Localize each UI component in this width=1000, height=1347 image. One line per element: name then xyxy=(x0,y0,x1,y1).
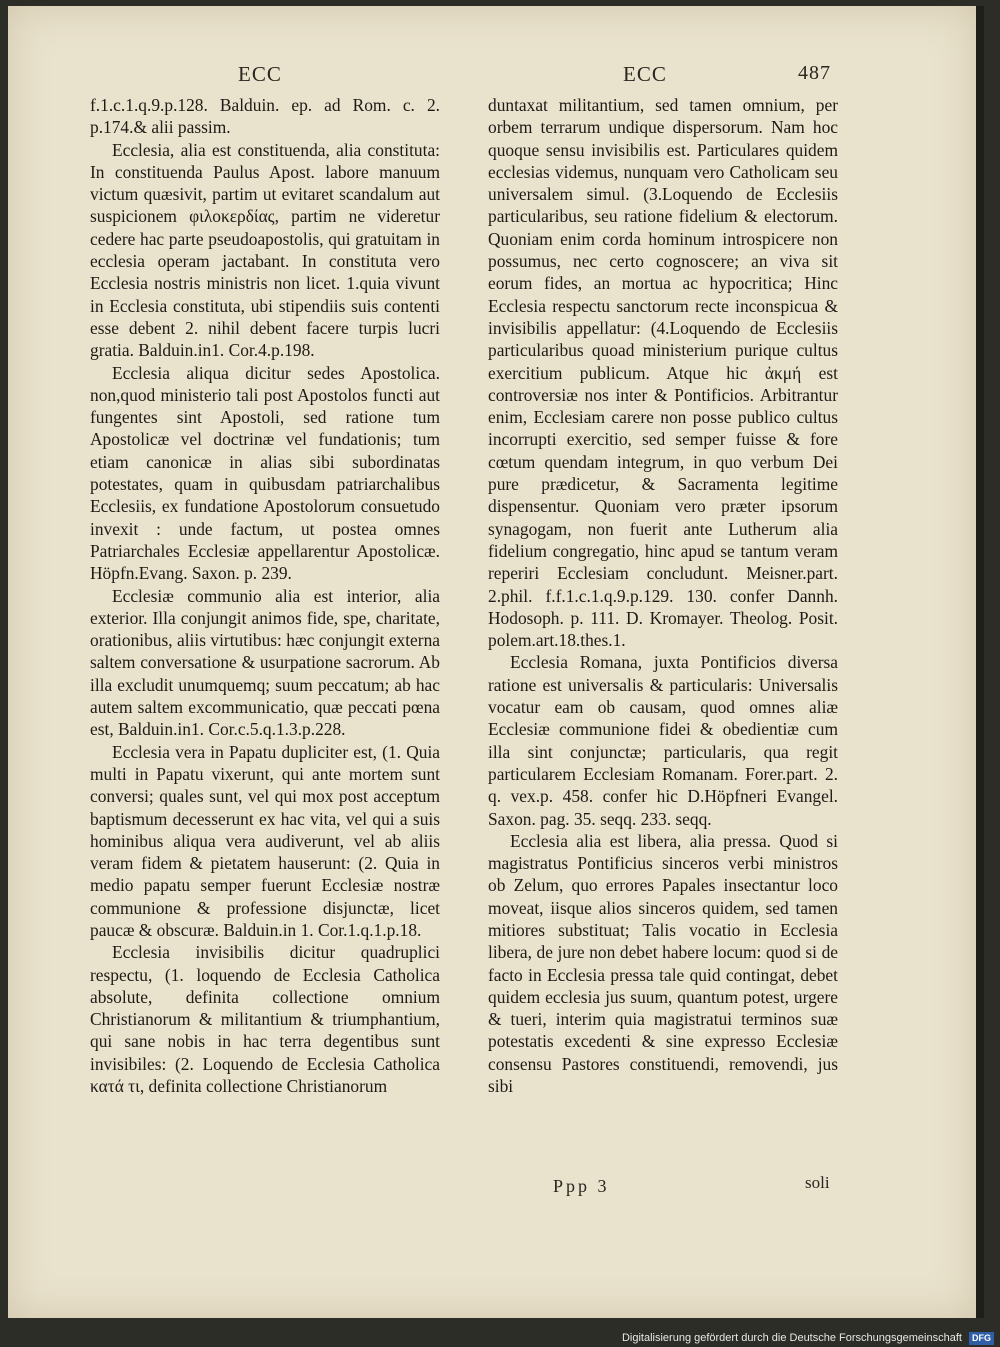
dfg-logo: DFG xyxy=(969,1332,994,1345)
signature-mark: Ppp 3 xyxy=(553,1176,610,1196)
left-text-column xyxy=(90,94,440,1097)
paragraph: Ecclesia vera in Papatu dupliciter est, (1. Quia multi in Papatu vixerunt, qui ante mortem sunt conversi; quales sunt, vel qui mox post acceptum baptismum decesserunt ex hac vita, vel qui a suis hominibus aliqua vera audiverunt, vel ab aliis veram fidem & pietatem hauserunt: (2. Quia in medio papatu semper fuerunt Ecclesiæ nostræ communione & professione disjunctæ, licet paucæ & obscuræ. Balduin.in 1. Cor.1.q.1.p.18. xyxy=(90,741,440,940)
catchword: soli xyxy=(805,1173,830,1192)
footer-text: Digitalisierung gefördert durch die Deutsche Forschungsgemeinschaft xyxy=(621,1332,962,1344)
paragraph: Ecclesia aliqua dicitur sedes Apostolica. non,quod ministerio tali post Apostolos functi aut fungentes sint Apostoli, sed ratione tum Apostolicæ vel doctrinæ vel fundationis; tum etiam canonicæ in alias sibi subordinatas potestates, quam in quibusdam patriarchalibus Ecclesiis, ex fundatione Apostolorum consuetudo invexit : unde factum, ut postea omnes Patriarchales Ecclesiæ appellarentur Apostolicæ. Höpfn.Evang. Saxon. p. 239. xyxy=(90,362,440,584)
paragraph: Ecclesia Romana, juxta Pontificios diversa ratione est universalis & particularis: Universalis vocatur eam ob causam, quod omnes aliæ Ecclesiæ communione fidei & obedientiæ cum illa sint conjunctæ; particularis, qua regit particularem Ecclesiam Romanam. Forer.part. 2. q. vex.p. 458. confer hic D.Höpfneri Evangel. Saxon. pag. 35. seqq. 233. seqq. xyxy=(488,652,838,829)
paragraph: Ecclesia, alia est constituenda, alia constituta: In constituenda Paulus Apost. labore manuum victum quæsivit, partim ut evitaret scandalum aut suspicionem φιλοκερδίας, partim ne videretur cedere hac parte pseudoapostolis, qui gratuitam in ecclesia operam jactabant. In constituta vero Ecclesia nostris ministris non licet. 1.quia vivunt in Ecclesia constituta, ubi stipendiis suis contenti esse debent 2. nihil debent facere turpis lucri gratia. Balduin.in1. Cor.4.p.198. xyxy=(90,139,440,361)
book-page xyxy=(8,6,976,1318)
left-running-head: ECC xyxy=(238,62,282,86)
paragraph: duntaxat militantium, sed tamen omnium, per orbem terrarum undique dispersorum. Nam hoc quoque sensu invisibilis est. Particulares quidem ecclesias videmus, nunquam vero Catholicam seu universalem simul. (3.Loquendo de Ecclesiis particularibus, seu ratione fidelium & electorum. Quoniam enim corda hominum introspicere non possumus, nec certo cognoscere; an viva sit eorum fides, an mortua ac hypocritica; Hinc Ecclesia respectu sanctorum recte inconspicua & invisibilis appellatur: (4.Loquendo de Ecclesiis particularibus quoad ministerium purique cultus exercitium publicum. Atque hic ἀκμή est controversiæ nos inter & Pontificios. Arbitrantur enim, Ecclesiam carere non posse publico cultus incorrupti exercitio, sed semper fuisse & fore cœtum quendam integrum, in quo verbum Dei pure prædicetur, & Sacramenta legitime dispensentur. Quoniam vero præter ipsorum synagogam, non fuerit ante Lutherum alia fidelium congregatio, hinc apud se tantum veram reperiri Ecclesiam concludunt. Meisner.part. 2.phil. f.f.1.c.1.q.9.p.129. 130. confer Dannh. Hodosoph. p. 111. D. Kromayer. Theolog. Posit. polem.art.18.thes.1. xyxy=(488,95,838,651)
page-edge xyxy=(976,6,984,1318)
page-number: 487 xyxy=(798,62,831,84)
center-running-head: ECC xyxy=(623,62,667,86)
paragraph: f.1.c.1.q.9.p.128. Balduin. ep. ad Rom. c. 2. p.174.& alii passim. xyxy=(90,95,440,138)
right-text-column xyxy=(488,94,838,1097)
paragraph: Ecclesia invisibilis dicitur quadruplici respectu, (1. loquendo de Ecclesia Catholica absolute, definita collectione omnium Christianorum & militantium & triumphantium, qui sane nobis in hac terra degentibus sunt invisibiles: (2. Loquendo de Ecclesia Catholica κατά τι, definita collectione Christianorum xyxy=(90,942,440,1097)
digitization-footer xyxy=(0,1330,1000,1347)
paragraph: Ecclesia alia est libera, alia pressa. Quod si magistratus Pontificius sinceros verbi ministros ob Zelum, quo errores Papales insectantur loco moveat, iisque alios sinceros quidem, sed tamen mitiores substituat; Talis vocatio in Ecclesia libera, de jure non debet habere locum: quod si de facto in Ecclesia pressa tale quid contingat, debet quidem ecclesia jus suum, quantum potest, urgere & tueri, interim quia magistratui terminos suæ potestatis excedenti & sine expresso Ecclesiæ consensu Pastores constituendi, removendi, jus sibi xyxy=(488,830,838,1097)
paragraph: Ecclesiæ communio alia est interior, alia exterior. Illa conjungit animos fide, spe, charitate, orationibus, aliis virtutibus: hæc conjungit externa saltem conversatione & usurpatione sacrorum. Ab illa excludit unumquemq; suum peccatum; ab hac autem saltem excommunicatio, quæ peccati pœna est, Balduin.in1. Cor.c.5.q.1.3.p.228. xyxy=(90,585,440,740)
